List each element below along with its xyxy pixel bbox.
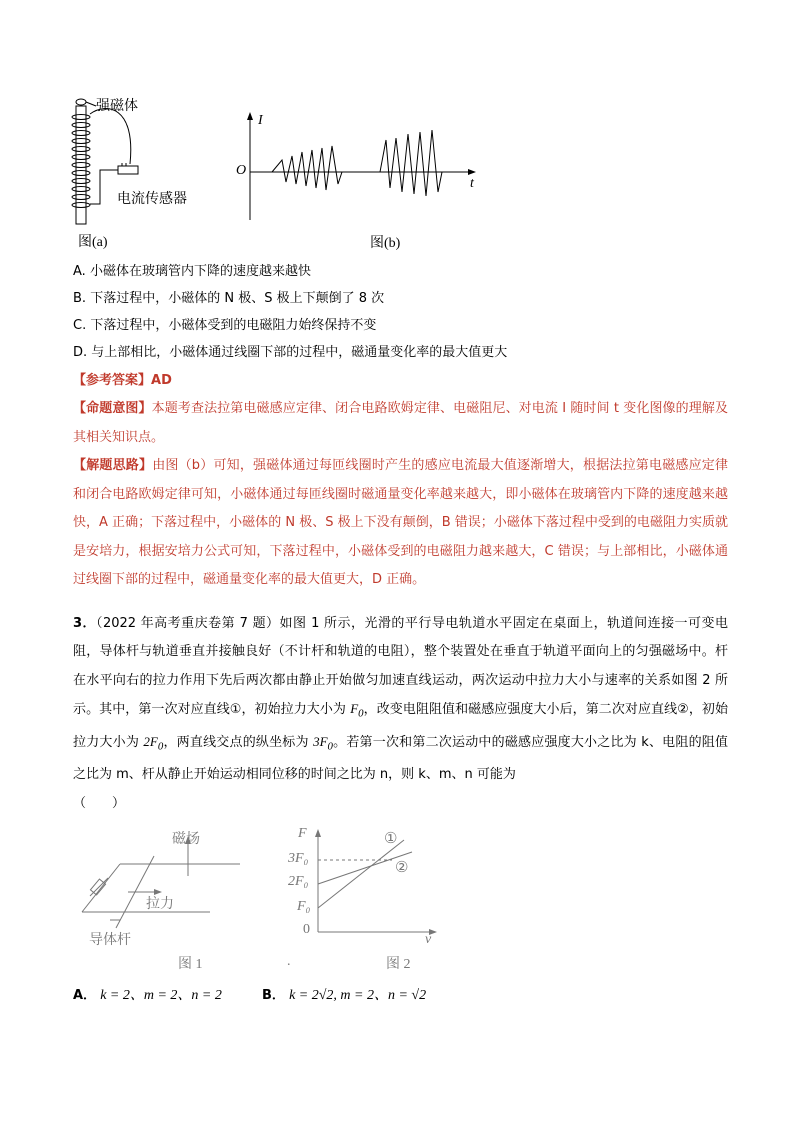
fig1-label-pull: 拉力 [146, 896, 174, 912]
option-a-letter: A. [73, 264, 86, 279]
option-a-text: 小磁体在玻璃管内下降的速度越来越快 [89, 264, 311, 279]
q3-option-a [73, 986, 222, 1006]
option-d-letter: D. [73, 345, 88, 360]
fig2-tick-f0: F₀ [297, 899, 311, 914]
q3-option-a-text: k = 2、m = 2、n = 2 [100, 988, 222, 1003]
label-sensor: 电流传感器 [117, 191, 187, 207]
fig2-origin: 0 [303, 922, 310, 937]
current-waveform [272, 130, 442, 196]
q3-option-b-letter: B． [262, 988, 285, 1003]
answer-label: 【参考答案】 [73, 373, 152, 388]
option-c-letter: C. [73, 318, 87, 333]
q3-f2-sub: 0 [157, 740, 164, 753]
analysis-label: 【解题思路】 [73, 458, 153, 473]
q3-text1: 如图 1 所示，光滑的平行导电轨道水平固定在桌面上，轨道间连接一可变电阻，导体杆与轨道垂直并接触良好（不计杆和轨道的电阻），整个装置处在垂直于轨道平面向上的匀强磁场中。杆在水平向右的拉力作用下先后两次都由静止开始做匀加速直线运动，两次运动中拉力大小与速率的关系如图 2 所示。其中，第一次对应直线①，初始拉力大小为 [73, 616, 728, 718]
resistor [90, 879, 105, 895]
magnet-leader [86, 102, 96, 106]
q3-number: 3． [73, 616, 97, 631]
q3-f3: $3F_0$ [313, 734, 333, 753]
answer-value: AD [151, 373, 172, 388]
fig2-axis-y-label: F [298, 826, 307, 841]
sensor-box [118, 166, 138, 174]
q3-bracket: （ ） [73, 795, 126, 811]
magnet-shape [76, 99, 86, 105]
figure-2 [300, 826, 450, 946]
intent-label: 【命题意图】 [73, 401, 152, 416]
q3-option-b-text: k = 2√2, m = 2、n = √2 [289, 988, 427, 1003]
intent-paragraph [73, 395, 728, 452]
q3-option-a-letter: A． [73, 988, 97, 1003]
option-b-letter: B. [73, 291, 87, 306]
option-b [73, 289, 384, 309]
fig2-line-1 [318, 840, 404, 908]
q3-text4: 。若第一次和第二次运动中的磁感应强度大小之比为 k、电阻的阻值之比为 m、杆从静止开始运动相同位移的时间之比为 n，则 k、m、n 可能为 [73, 735, 728, 783]
caption-fig-b: 图(b) [370, 236, 401, 251]
fig1-label-field: 磁场 [172, 831, 200, 847]
wire-top [90, 109, 131, 164]
option-c-text: 下落过程中，小磁体受到的电磁阻力始终保持不变 [90, 318, 377, 333]
fig-b-axis-y: I [258, 113, 263, 128]
q3-source: （2022 年高考重庆卷第 7 题） [96, 616, 280, 631]
fig1-label-rod: 导体杆 [89, 932, 131, 948]
fig2-axis-x-label: v [425, 932, 432, 947]
label-magnet: 强磁体 [96, 98, 138, 114]
option-b-text: 下落过程中，小磁体的 N 极、S 极上下颠倒了 8 次 [90, 291, 385, 306]
intent-text: 本题考查法拉第电磁感应定律、闭合电路欧姆定律、电磁阻尼、对电流 I 随时间 t 变化图像的理解及其相关知识点。 [73, 401, 728, 445]
q3-f0-sub: 0 [358, 707, 364, 720]
figure-b [230, 110, 490, 230]
rail-left [82, 864, 120, 912]
caption-fig-2: 图 2 [386, 957, 411, 972]
fig2-tick-3f0: 3F₀ [288, 851, 309, 866]
q3-f2: $2F_0$ [143, 734, 164, 753]
option-d [73, 343, 507, 363]
caption-fig-a: 图(a) [78, 235, 108, 250]
q3-text2: ，改变电阻阻值和磁感应强度大小后，第二次对应直线②，初始拉力大小为 [73, 702, 728, 751]
coil [72, 115, 90, 208]
q3-option-b [262, 986, 426, 1006]
question-3 [73, 610, 728, 818]
q3-f3-sub: 0 [327, 740, 333, 753]
option-d-text: 与上部相比，小磁体通过线圈下部的过程中，磁通量变化率的最大值更大 [91, 345, 508, 360]
fig2-line2-label: ② [395, 860, 409, 876]
caption-fig-1: 图 1 [178, 957, 203, 972]
fig2-tick-2f0: 2F₀ [288, 874, 309, 889]
glass-tube [76, 106, 86, 224]
fig2-dot: . [287, 954, 291, 969]
fig-b-origin: O [236, 163, 247, 178]
fig-b-axis-x: t [470, 176, 474, 191]
analysis-paragraph [73, 452, 728, 595]
option-a [73, 262, 311, 282]
figure-a [66, 92, 226, 252]
q3-text3: ，两直线交点的纵坐标为 [163, 735, 314, 751]
option-c [73, 316, 376, 336]
fig2-line1-label: ① [384, 831, 398, 847]
q3-f0: $F_0$ [350, 701, 364, 720]
analysis-text: 由图（b）可知，强磁体通过每匝线圈时产生的感应电流最大值逐渐增大，根据法拉第电磁感应定律和闭合电路欧姆定律可知，小磁体通过每匝线圈时磁通量变化率越来越大，即小磁体在玻璃管内下降的速度越来越快，A 正确；下落过程中，小磁体的 N 极、S 极上下没有颠倒，B 错误；小磁体下落过程中受到的电磁阻力实质就是安培力，根据安培力公式可知，下落过程中，小磁体受到的电磁阻力越来越大，C 错误；与上部相比，小磁体通过线圈下部的过程中，磁通量变化率的最大值更大，D 正确。 [73, 458, 728, 588]
answer-line [73, 371, 172, 391]
